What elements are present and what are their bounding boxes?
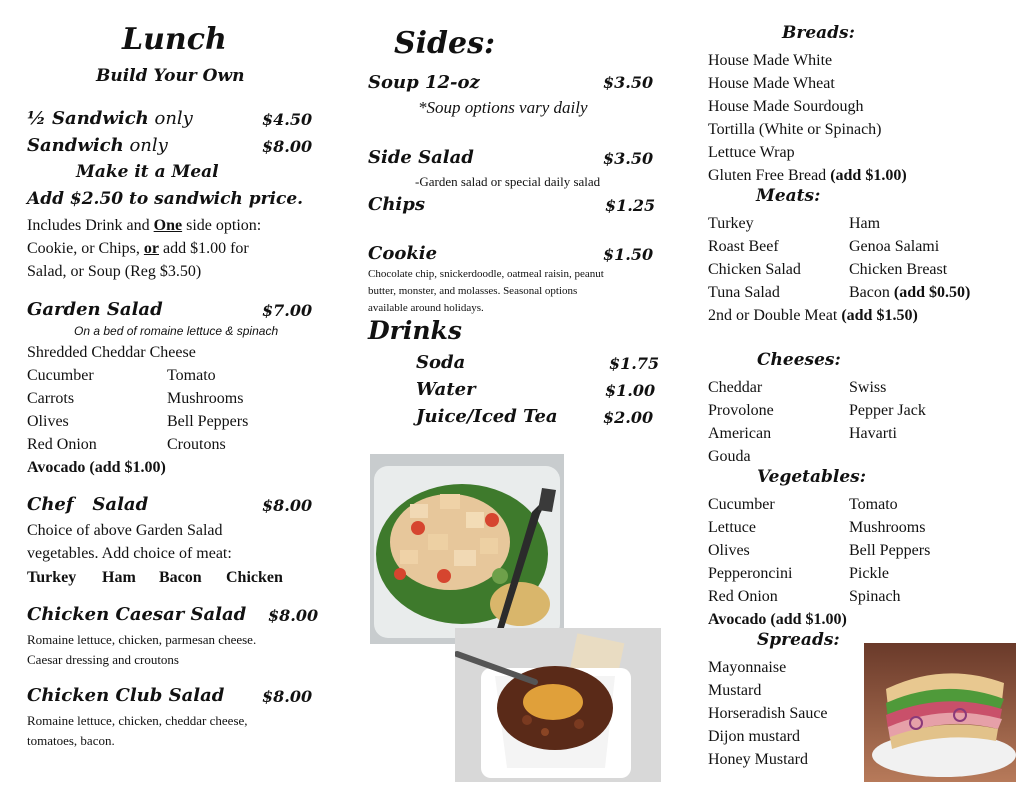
chef-meat-ham: Ham bbox=[102, 569, 136, 586]
list-item: Roast Beef bbox=[708, 238, 779, 255]
side-salad-label: Side Salad bbox=[368, 147, 474, 168]
meats-title: Meats: bbox=[756, 186, 821, 206]
includes-line: Includes Drink and One side option: bbox=[27, 217, 262, 234]
list-item: Cheddar bbox=[708, 379, 763, 396]
list-item: Chicken Salad bbox=[708, 261, 801, 278]
drink-soda-label: Soda bbox=[416, 352, 466, 373]
list-item: Honey Mustard bbox=[708, 751, 808, 768]
half-sandwich-label: ½ Sandwich only bbox=[27, 108, 193, 129]
list-item: Lettuce Wrap bbox=[708, 144, 795, 161]
list-item: Bell Peppers bbox=[167, 413, 249, 430]
soup-note: *Soup options vary daily bbox=[418, 98, 588, 117]
list-item: Genoa Salami bbox=[849, 238, 940, 255]
spreads-list bbox=[708, 656, 828, 771]
list-item: Mushrooms bbox=[849, 519, 926, 536]
cookie-line1: Chocolate chip, snickerdoodle, oatmeal raisin, peanut bbox=[368, 268, 604, 280]
vegetables-avocado: Avocado (add $1.00) bbox=[708, 611, 847, 628]
make-it-a-meal: Make it a Meal bbox=[76, 162, 219, 182]
side-salad-price: $3.50 bbox=[603, 149, 654, 168]
caesar-line2: Caesar dressing and croutons bbox=[27, 652, 179, 667]
breads-list bbox=[708, 49, 907, 187]
list-item: Chicken Breast bbox=[849, 261, 948, 278]
list-item: Spinach bbox=[849, 588, 901, 605]
list-item: Tuna Salad bbox=[708, 284, 780, 301]
caesar-line1: Romaine lettuce, chicken, parmesan cheese. bbox=[27, 632, 257, 647]
chili-photo bbox=[455, 628, 661, 782]
list-item: Swiss bbox=[849, 379, 887, 396]
chef-salad-price: $8.00 bbox=[262, 496, 313, 515]
chips-price: $1.25 bbox=[605, 196, 656, 215]
list-item: Tomato bbox=[167, 367, 216, 384]
list-item: Bell Peppers bbox=[849, 542, 931, 559]
vegetables-right-list bbox=[849, 493, 930, 608]
list-item: Red Onion bbox=[27, 436, 97, 453]
list-item: Dijon mustard bbox=[708, 728, 800, 745]
caesar-price: $8.00 bbox=[268, 606, 319, 625]
drink-juice-price: $2.00 bbox=[603, 408, 654, 427]
meats-left-list bbox=[708, 212, 801, 304]
list-item: Tomato bbox=[849, 496, 898, 513]
list-item: House Made Sourdough bbox=[708, 98, 864, 115]
add-to-sandwich-line: Add $2.50 to sandwich price. bbox=[27, 189, 304, 209]
cheeses-right-list bbox=[849, 376, 926, 445]
garden-salad-cheese: Shredded Cheddar Cheese bbox=[27, 344, 196, 361]
lunch-subtitle: Build Your Own bbox=[96, 66, 245, 86]
chips-label: Chips bbox=[368, 194, 425, 215]
half-sandwich-price: $4.50 bbox=[262, 110, 313, 129]
garden-salad-note: On a bed of romaine lettuce & spinach bbox=[74, 324, 279, 338]
list-item: Tortilla (White or Spinach) bbox=[708, 121, 882, 138]
sandwich-price: $8.00 bbox=[262, 137, 313, 156]
cookie-chips-line: Cookie, or Chips, or add $1.00 for bbox=[27, 240, 249, 257]
list-item: Cucumber bbox=[27, 367, 94, 384]
list-item: American bbox=[708, 425, 772, 442]
list-item: Ham bbox=[849, 215, 881, 232]
drink-soda-price: $1.75 bbox=[609, 354, 660, 373]
cheeses-title: Cheeses: bbox=[757, 350, 841, 370]
list-item: Gluten Free Bread (add $1.00) bbox=[708, 167, 907, 184]
list-item: Lettuce bbox=[708, 519, 756, 536]
soup-label: Soup 12-oz bbox=[368, 72, 480, 93]
chef-salad-line2: vegetables. Add choice of meat: bbox=[27, 545, 232, 562]
list-item: Havarti bbox=[849, 425, 897, 442]
cookie-label: Cookie bbox=[368, 243, 438, 264]
list-item: Pepperoncini bbox=[708, 565, 793, 582]
salad-photo bbox=[370, 454, 564, 644]
garden-salad-avocado: Avocado (add $1.00) bbox=[27, 459, 166, 476]
meats-right-list bbox=[849, 212, 970, 304]
garden-veg-right-list bbox=[167, 364, 248, 456]
sandwich-label: Sandwich only bbox=[27, 135, 168, 156]
list-item: Olives bbox=[708, 542, 750, 559]
drink-juice-label: Juice/Iced Tea bbox=[416, 406, 558, 427]
garden-salad-price: $7.00 bbox=[262, 301, 313, 320]
chef-meat-chicken: Chicken bbox=[226, 569, 283, 586]
list-item: Gouda bbox=[708, 448, 751, 465]
chef-salad-title: Chef Salad bbox=[27, 494, 149, 515]
list-item: House Made White bbox=[708, 52, 833, 69]
soup-price: $3.50 bbox=[603, 73, 654, 92]
drink-water-price: $1.00 bbox=[605, 381, 656, 400]
club-price: $8.00 bbox=[262, 687, 313, 706]
double-meat-line: 2nd or Double Meat (add $1.50) bbox=[708, 307, 918, 324]
side-salad-note: -Garden salad or special daily salad bbox=[415, 174, 601, 189]
cookie-line3: available around holidays. bbox=[368, 302, 484, 314]
chef-salad-line1: Choice of above Garden Salad bbox=[27, 522, 223, 539]
list-item: Provolone bbox=[708, 402, 774, 419]
vegetables-title: Vegetables: bbox=[757, 467, 867, 487]
cookie-line2: butter, monster, and molasses. Seasonal options bbox=[368, 285, 578, 297]
vegetables-left-list bbox=[708, 493, 792, 608]
drink-water-label: Water bbox=[416, 379, 476, 400]
club-line2: tomatoes, bacon. bbox=[27, 733, 115, 748]
list-item: Horseradish Sauce bbox=[708, 705, 828, 722]
spreads-title: Spreads: bbox=[757, 630, 840, 650]
list-item: Red Onion bbox=[708, 588, 778, 605]
club-line1: Romaine lettuce, chicken, cheddar cheese, bbox=[27, 713, 248, 728]
list-item: Bacon (add $0.50) bbox=[849, 284, 971, 301]
garden-salad-title: Garden Salad bbox=[27, 299, 163, 320]
caesar-title: Chicken Caesar Salad bbox=[27, 604, 247, 625]
lunch-title: Lunch bbox=[122, 22, 227, 57]
salad-soup-line: Salad, or Soup (Reg $3.50) bbox=[27, 263, 202, 280]
cookie-price: $1.50 bbox=[603, 245, 654, 264]
list-item: Mustard bbox=[708, 682, 762, 699]
list-item: Mayonnaise bbox=[708, 659, 787, 676]
list-item: Pepper Jack bbox=[849, 402, 926, 419]
drinks-title: Drinks bbox=[368, 316, 462, 345]
list-item: Mushrooms bbox=[167, 390, 244, 407]
list-item: Pickle bbox=[849, 565, 889, 582]
list-item: Croutons bbox=[167, 436, 226, 453]
sandwich-photo bbox=[864, 643, 1016, 782]
cheeses-left-list bbox=[708, 376, 774, 468]
chef-meat-bacon: Bacon bbox=[159, 569, 202, 586]
list-item: Turkey bbox=[708, 215, 754, 232]
club-title: Chicken Club Salad bbox=[27, 685, 225, 706]
list-item: Cucumber bbox=[708, 496, 775, 513]
list-item: Carrots bbox=[27, 390, 75, 407]
breads-title: Breads: bbox=[782, 23, 855, 43]
sides-title: Sides: bbox=[394, 26, 496, 61]
list-item: Olives bbox=[27, 413, 69, 430]
chef-meat-turkey: Turkey bbox=[27, 569, 77, 586]
garden-veg-left-list bbox=[27, 364, 97, 456]
list-item: House Made Wheat bbox=[708, 75, 835, 92]
